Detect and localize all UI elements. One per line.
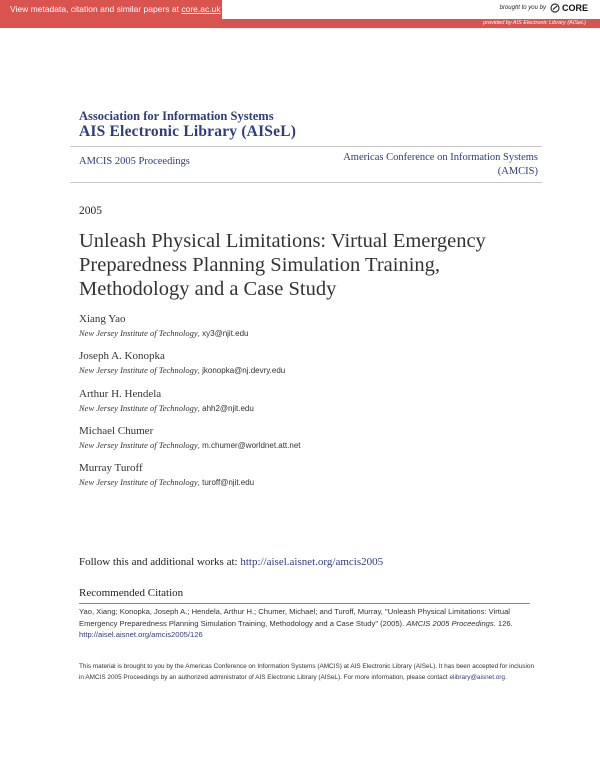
- conference-link[interactable]: [288, 151, 538, 179]
- conference-line-2: (AMCIS): [497, 166, 538, 177]
- citation-venue: AMCIS 2005 Proceedings: [406, 618, 494, 628]
- footer-end: .: [505, 674, 507, 681]
- core-logo[interactable]: [550, 3, 588, 13]
- footer-text: This material is brought to you by the Americas Conference on Information Systems (AMCIS) at AIS Electronic Library (AISeL). It has been accepted for inclusion in AMCIS 2005 Proceedings by an authorized administrator of AIS Electronic Library (AISeL). For more information, please contact: [79, 663, 535, 681]
- citation-link[interactable]: http://aisel.aisnet.org/amcis2005/126: [79, 630, 203, 639]
- core-banner: [0, 0, 600, 19]
- header-divider-bottom: [70, 182, 542, 183]
- author-affiliation: [79, 328, 248, 338]
- author-block: [79, 313, 248, 338]
- author-name[interactable]: Michael Chumer: [79, 425, 154, 437]
- citation-number: . 126.: [493, 618, 513, 628]
- author-institution: New Jersey Institute of Technology: [79, 328, 198, 338]
- author-email: , ahh2@njit.edu: [197, 404, 254, 413]
- author-institution: New Jersey Institute of Technology: [79, 403, 198, 413]
- author-email: , m.chumer@worldnet.att.net: [197, 441, 301, 450]
- conference-line-1: Americas Conference on Information Systems: [343, 152, 538, 163]
- library-name[interactable]: AIS Electronic Library (AISeL): [79, 123, 297, 140]
- author-name[interactable]: Joseph A. Konopka: [79, 350, 165, 362]
- core-brought-by: [500, 3, 588, 13]
- follow-line: [79, 556, 383, 568]
- author-affiliation: [79, 477, 254, 487]
- core-metadata-link[interactable]: [0, 0, 222, 19]
- header-divider-top: [70, 146, 542, 147]
- provided-by-text: provided by AIS Electronic Library (AISeL): [483, 20, 586, 26]
- recommended-citation-heading: Recommended Citation: [79, 587, 184, 599]
- follow-link[interactable]: http://aisel.aisnet.org/amcis2005: [240, 556, 384, 568]
- author-affiliation: [79, 440, 301, 450]
- citation-body: [79, 606, 529, 641]
- provided-by-bar: [0, 19, 600, 28]
- core-logo-text: CORE: [561, 3, 588, 13]
- citation-text: Yao, Xiang; Konopka, Joseph A.; Hendela, Arthur H.; Chumer, Michael; and Turoff, Murray, "Unleash Physical Limitations: Virtual Emergency Preparedness Planning Simulation Training, Methodology and a Case Study" (2005).: [79, 607, 510, 628]
- footer-notice: [79, 661, 534, 683]
- core-metadata-text: View metadata, citation and similar papers at: [10, 4, 182, 14]
- paper-title: Unleash Physical Limitations: Virtual Emergency Preparedness Planning Simulation Training, Methodology and a Case Study: [79, 230, 486, 300]
- association-name: Association for Information Systems: [79, 109, 274, 123]
- brought-by-text: brought to you by: [499, 5, 546, 11]
- author-institution: New Jersey Institute of Technology: [79, 440, 198, 450]
- author-block: [79, 462, 254, 487]
- core-link[interactable]: core.ac.uk: [181, 4, 221, 14]
- author-block: [79, 350, 285, 375]
- footer-email-link[interactable]: elibrary@aisnet.org: [449, 674, 505, 681]
- proceedings-link[interactable]: AMCIS 2005 Proceedings: [79, 156, 190, 167]
- author-email: , turoff@njit.edu: [197, 478, 255, 487]
- author-name[interactable]: Murray Turoff: [79, 462, 143, 474]
- author-institution: New Jersey Institute of Technology: [79, 365, 198, 375]
- author-name[interactable]: Arthur H. Hendela: [79, 388, 162, 400]
- author-name[interactable]: Xiang Yao: [79, 313, 126, 325]
- author-email: , jkonopka@nj.devry.edu: [197, 366, 286, 375]
- author-institution: New Jersey Institute of Technology: [79, 477, 198, 487]
- author-affiliation: [79, 403, 254, 413]
- author-affiliation: [79, 365, 285, 375]
- follow-text: Follow this and additional works at:: [79, 556, 241, 568]
- citation-divider: [79, 603, 530, 604]
- author-block: [79, 388, 254, 413]
- author-email: , xy3@njit.edu: [197, 329, 249, 338]
- core-logo-icon: [550, 3, 560, 13]
- author-block: [79, 425, 301, 450]
- paper-year: 2005: [79, 205, 102, 217]
